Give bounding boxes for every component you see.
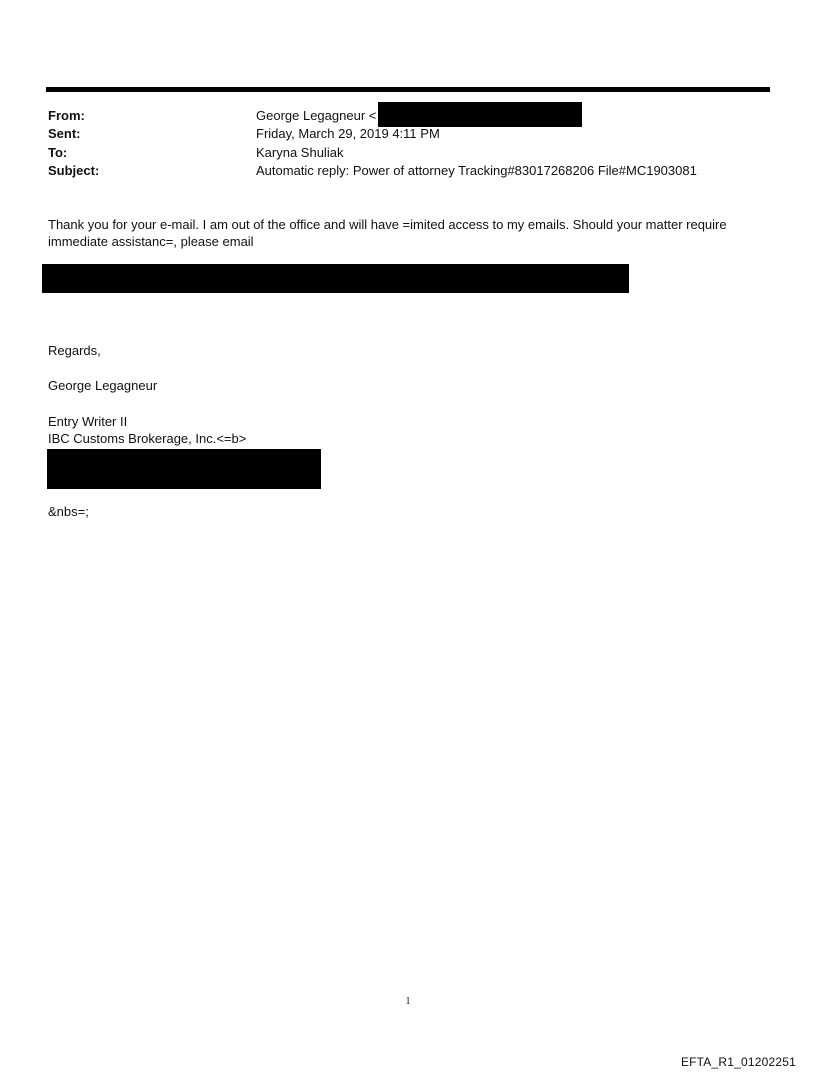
to-label: To: — [48, 145, 68, 160]
header-rule — [46, 87, 770, 92]
page-number: 1 — [405, 996, 411, 1007]
trailer-text: &nbs=; — [48, 504, 89, 519]
signature-title: Entry Writer II — [48, 414, 128, 429]
redaction-from-email — [378, 102, 582, 127]
from-value: George Legagneur < — [256, 108, 377, 123]
signature-name: George Legagneur — [48, 378, 158, 393]
from-label: From: — [48, 108, 85, 123]
regards-text: Regards, — [48, 343, 101, 358]
signature-company: IBC Customs Brokerage, Inc.<=b> — [48, 431, 247, 446]
redaction-contact-email — [42, 264, 629, 293]
subject-label: Subject: — [48, 163, 100, 178]
redaction-signature-contact — [47, 449, 321, 489]
sent-label: Sent: — [48, 126, 81, 141]
subject-value: Automatic reply: Power of attorney Tracking#83017268206 File#MC1903081 — [256, 163, 697, 178]
body-line-1: Thank you for your e-mail. I am out of the office and will have =imited access to my emails. Should your matter require — [48, 217, 727, 232]
to-value: Karyna Shuliak — [256, 145, 344, 160]
sent-value: Friday, March 29, 2019 4:11 PM — [256, 126, 440, 141]
bates-number: EFTA_R1_01202251 — [680, 1055, 796, 1069]
body-line-2: immediate assistanc=, please email — [48, 234, 254, 249]
